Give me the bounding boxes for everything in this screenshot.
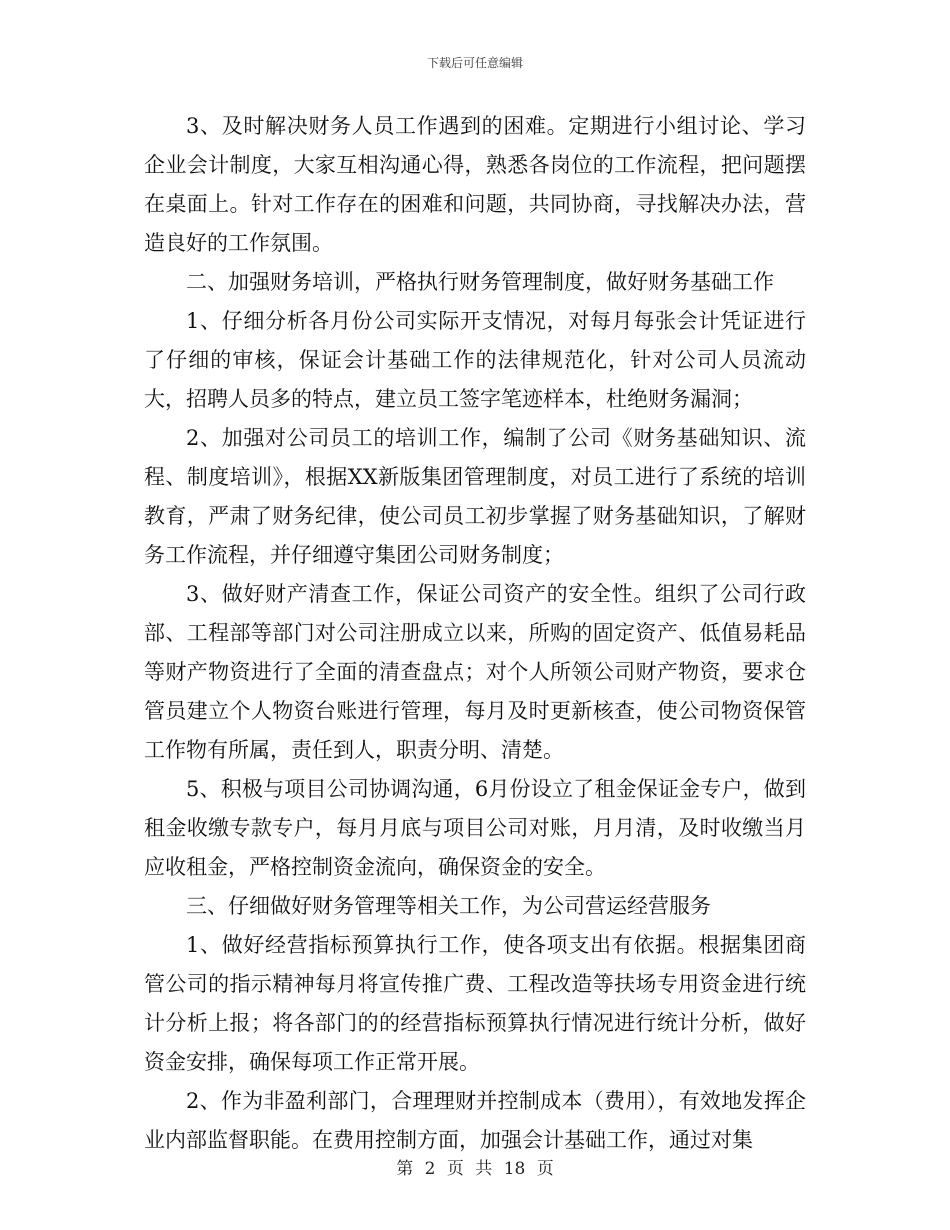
paragraph: 3、做好财产清查工作，保证公司资产的安全性。组织了公司行政部、工程部等部门对公司注册成立以来，所购的固定资产、低值易耗品等财产物资进行了全面的清查盘点；对个人所领公司财产物资，要求仓管员建立个人物资台账进行管理，每月及时更新核查，使公司物资保管工作物有所属，责任到人，职责分明、清楚。	[144, 582, 806, 762]
document-body	[144, 107, 806, 1160]
paragraph: 2、加强对公司员工的培训工作，编制了公司《财务基础知识、流程、制度培训》，根据XX新版集团管理制度，对员工进行了系统的培训教育，严肃了财务纪律，使公司员工初步掌握了财务基础知识，了解财务工作流程，并仔细遵守集团公司财务制度；	[144, 426, 806, 567]
paragraph: 1、仔细分析各月份公司实际开支情况，对每月每张会计凭证进行了仔细的审核，保证会计基础工作的法律规范化，针对公司人员流动大，招聘人员多的特点，建立员工签字笔迹样本，杜绝财务漏洞；	[144, 309, 806, 411]
section-heading: 二、加强财务培训，严格执行财务管理制度，做好财务基础工作	[186, 270, 774, 294]
paragraph: 1、做好经营指标预算执行工作，使各项支出有依据。根据集团商管公司的指示精神每月将宣传推广费、工程改造等扶场专用资金进行统计分析上报；将各部门的的经营指标预算执行情况进行统计分析，做好资金安排，确保每项工作正常开展。	[144, 933, 806, 1074]
paragraph: 5、积极与项目公司协调沟通，6月份设立了租金保证金专户，做到租金收缴专款专户，每月月底与项目公司对账，月月清，及时收缴当月应收租金，严格控制资金流向，确保资金的安全。	[144, 777, 806, 879]
page-number-footer: 第 2 页 共 18 页	[396, 1159, 554, 1179]
paragraph: 3、及时解决财务人员工作遇到的困难。定期进行小组讨论、学习企业会计制度，大家互相沟通心得，熟悉各岗位的工作流程，把问题摆在桌面上。针对工作存在的困难和问题，共同协商，寻找解决办法，营造良好的工作氛围。	[144, 114, 806, 255]
paragraph: 2、作为非盈利部门，合理理财并控制成本（费用），有效地发挥企业内部监督职能。在费用控制方面，加强会计基础工作，通过对集	[144, 1089, 806, 1152]
section-heading: 三、仔细做好财务管理等相关工作，为公司营运经营服务	[186, 894, 711, 918]
page-header: 下载后可任意编辑	[426, 56, 523, 70]
